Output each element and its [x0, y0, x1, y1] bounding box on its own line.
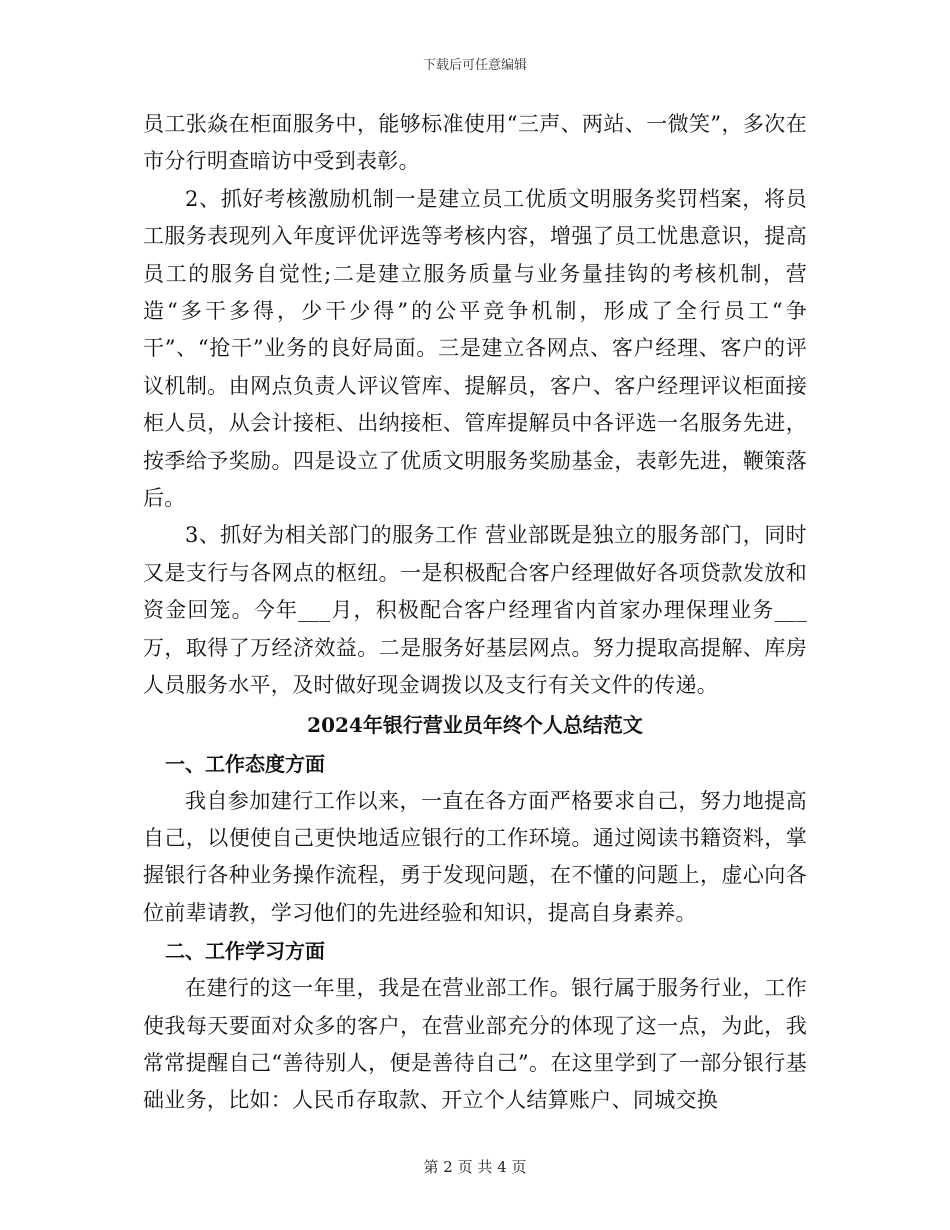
paragraph-work-study: 在建行的这一年里，我是在营业部工作。银行属于服务行业，工作使我每天要面对众多的客户，在营业部充分的体现了这一点，为此，我常常提醒自己“善待别人，便是善待自己”。在这里学到了一部分银行基础业务，比如：人民币存取款、开立个人结算账户、同城交换	[143, 976, 807, 1113]
paragraph-related-departments: 3、抓好为相关部门的服务工作 营业部既是独立的服务部门，同时又是支行与各网点的枢纽。一是积极配合客户经理做好各项贷款发放和资金回笼。今年___月，积极配合客户经理省内首家办理保理业务___万，取得了万经济效益。二是服务好基层网点。努力提取高提解、库房人员服务水平，及时做好现金调拨以及支行有关文件的传递。	[143, 523, 807, 698]
paragraph-work-attitude: 我自参加建行工作以来，一直在各方面严格要求自己，努力地提高自己，以便使自己更快地适应银行的工作环境。通过阅读书籍资料，掌握银行各种业务操作流程，勇于发现问题，在不懂的问题上，虚心向各位前辈请教，学习他们的先进经验和知识，提高自身素养。	[143, 788, 807, 925]
section-heading-work-study: 二、工作学习方面	[165, 939, 325, 964]
paragraph-continued: 员工张焱在柜面服务中，能够标准使用“三声、两站、一微笑”，多次在市分行明查暗访中受到表彰。	[143, 112, 807, 174]
section-heading-work-attitude: 一、工作态度方面	[165, 751, 325, 776]
document-body	[143, 106, 807, 1120]
page-number: 第 2 页 共 4 页	[423, 1158, 527, 1176]
page-header-note: 下载后可任意编辑	[422, 58, 527, 73]
paragraph-incentive-mechanism: 2、抓好考核激励机制一是建立员工优质文明服务奖罚档案，将员工服务表现列入年度评优评选等考核内容，增强了员工忧患意识，提高员工的服务自觉性;二是建立服务质量与业务量挂钩的考核机制，营造“多干多得，少干少得”的公平竞争机制，形成了全行员工“争干”、“抢干”业务的良好局面。三是建立各网点、客户经理、客户的评议机制。由网点负责人评议管库、提解员，客户、客户经理评议柜面接柜人员，从会计接柜、出纳接柜、管库提解员中各评选一名服务先进，按季给予奖励。四是设立了优质文明服务奖励基金，表彰先进，鞭策落后。	[143, 186, 807, 511]
document-title: 2024年银行营业员年终个人总结范文	[307, 712, 643, 737]
